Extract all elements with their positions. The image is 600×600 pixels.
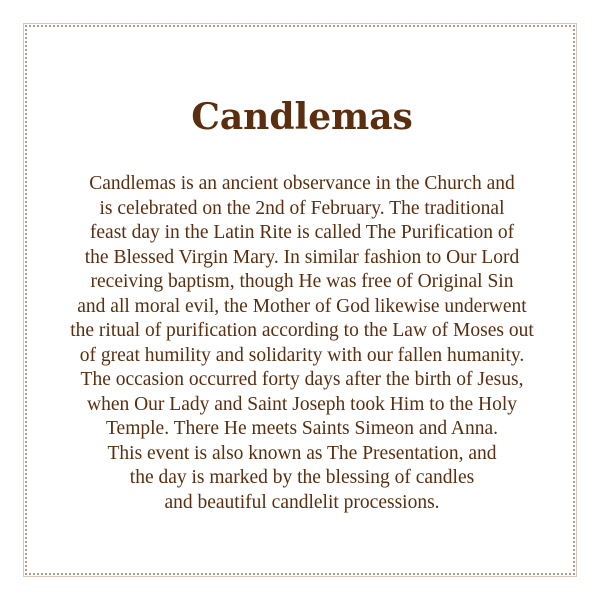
body-line: the ritual of purification according to the Law of Moses out: [70, 320, 534, 341]
body-line: and beautiful candlelit processions.: [164, 491, 440, 513]
body-line: The occasion occurred forty days after the birth of Jesus,: [80, 369, 524, 390]
body-line: Candlemas is an ancient observance in the Church and: [89, 173, 515, 194]
body-line: of great humility and solidarity with our fallen humanity.: [79, 344, 525, 366]
body-line: feast day in the Latin Rite is called The Purification of: [89, 222, 515, 243]
body-line: and all moral evil, the Mother of God likewise underwent: [77, 295, 527, 317]
body-line: This event is also known as The Presentation, and: [107, 442, 497, 464]
body-text: [27, 172, 577, 515]
body-line: is celebrated on the 2nd of February. The traditional: [99, 197, 505, 219]
page-title: Candlemas: [191, 96, 413, 138]
body-line: the day is marked by the blessing of candles: [129, 467, 475, 488]
document-card: [25, 25, 575, 575]
body-line: receiving baptism, though He was free of Original Sin: [90, 271, 514, 292]
body-line: the Blessed Virgin Mary. In similar fashion to Our Lord: [84, 246, 520, 268]
body-line: when Our Lady and Saint Joseph took Him to the Holy: [86, 393, 518, 415]
body-line: Temple. There He meets Saints Simeon and Anna.: [106, 418, 498, 439]
